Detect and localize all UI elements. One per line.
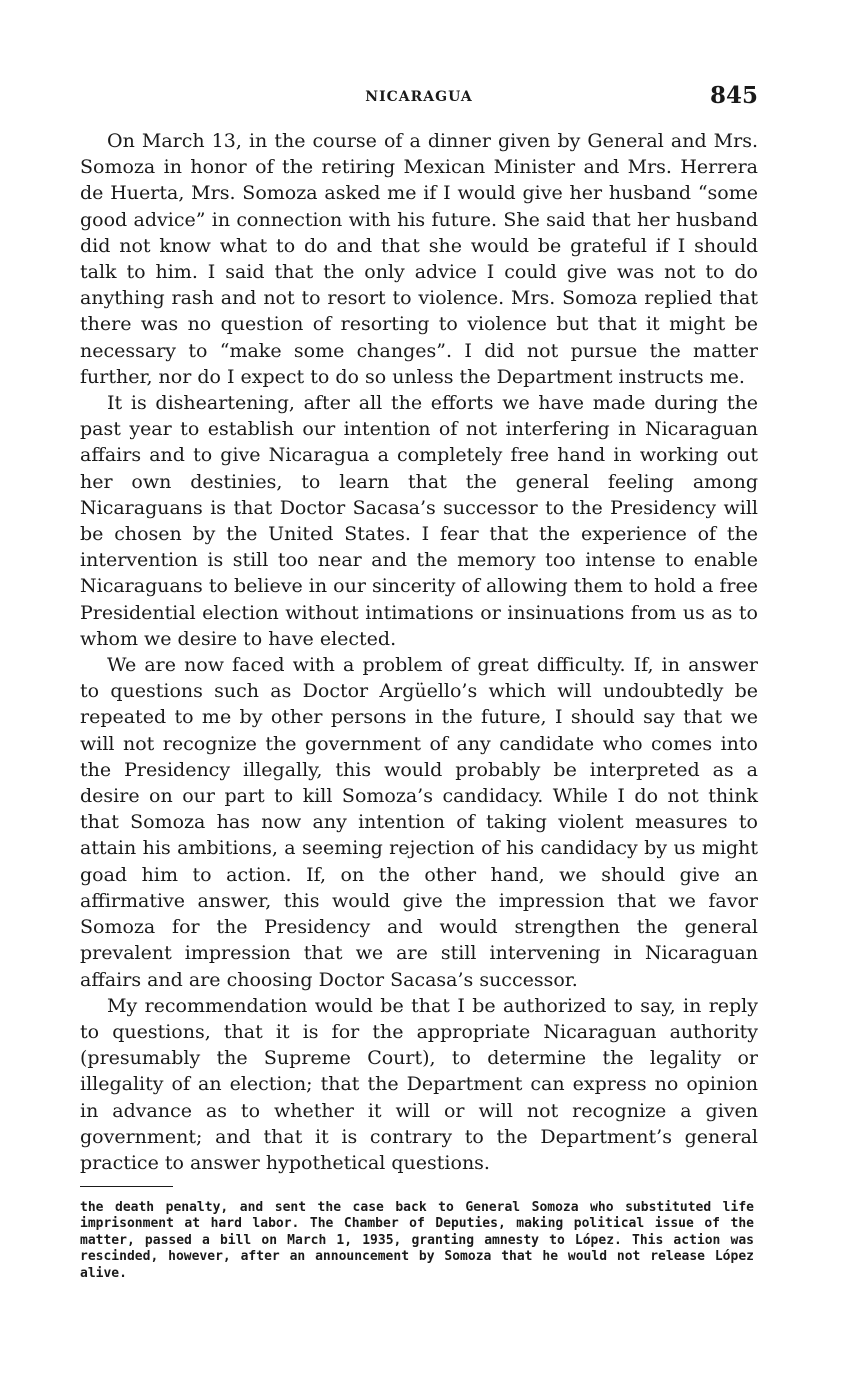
running-title: NICARAGUA	[365, 89, 473, 105]
paragraph: We are now faced with a problem of great difficulty. If, in answer to questions such as Doctor Argüello’s which will undoubtedly be repeated to me by other persons in the future, I should say that we will not recognize the government of any candidate who comes into the Presidency illegally, this would probably be interpreted as a desire on our part to kill Somoza’s candidacy. While I do not think that Somoza has now any intention of taking violent measures to attain his ambitions, a seeming rejection of his candidacy by us might goad him to action. If, on the other hand, we should give an affirmative answer, this would give the impression that we favor Somoza for the Presidency and would strengthen the general prevalent impression that we are still intervening in Nicaraguan affairs and are choosing Doctor Sacasa’s successor.	[80, 654, 758, 991]
paragraph: It is disheartening, after all the efforts we have made during the past year to establish our intention of not interfering in Nicaraguan affairs and to give Nicaragua a completely free hand in working out her own destinies, to learn that the general feeling among Nicaraguans is that Doctor Sacasa’s successor to the Presidency will be chosen by the United States. I fear that the experience of the intervention is still too near and the memory too intense to enable Nicaraguans to believe in our sincerity of allowing them to hold a free Presidential election without intimations or insinuations from us as to whom we desire to have elected.	[80, 392, 758, 650]
body-text	[80, 128, 758, 1176]
paragraph: My recommendation would be that I be authorized to say, in reply to questions, that it is for the appropriate Nicaraguan authority (presumably the Supreme Court), to determine the legality or illegality of an election; that the Department can express no opinion in advance as to whether it will or will not recognize a given government; and that it is contrary to the Department’s general practice to answer hypothetical questions.	[80, 994, 758, 1174]
paragraph: On March 13, in the course of a dinner given by General and Mrs. Somoza in honor of the retiring Mexican Minister and Mrs. Herrera de Huerta, Mrs. Somoza asked me if I would give her husband “some good advice” in connection with his future. She said that her husband did not know what to do and that she would be grateful if I should talk to him. I said that the only advice I could give was not to do anything rash and not to resort to violence. Mrs. Somoza replied that there was no question of resorting to violence but that it might be necessary to “make some changes”. I did not pursue the matter further, nor do I expect to do so unless the Department instructs me.	[80, 130, 758, 388]
footnote: the death penalty, and sent the case back to General Somoza who substituted life imprisonment at hard labor. The Chamber of Deputies, making political issue of the matter, passed a bill on March 1, 1935, granting amnesty to López. This action was rescinded, however, after an announcement by Somoza that he would not release López alive.	[80, 1200, 754, 1281]
page-number: 845	[709, 82, 758, 109]
footnote-rule	[80, 1186, 173, 1187]
running-head	[80, 82, 758, 112]
